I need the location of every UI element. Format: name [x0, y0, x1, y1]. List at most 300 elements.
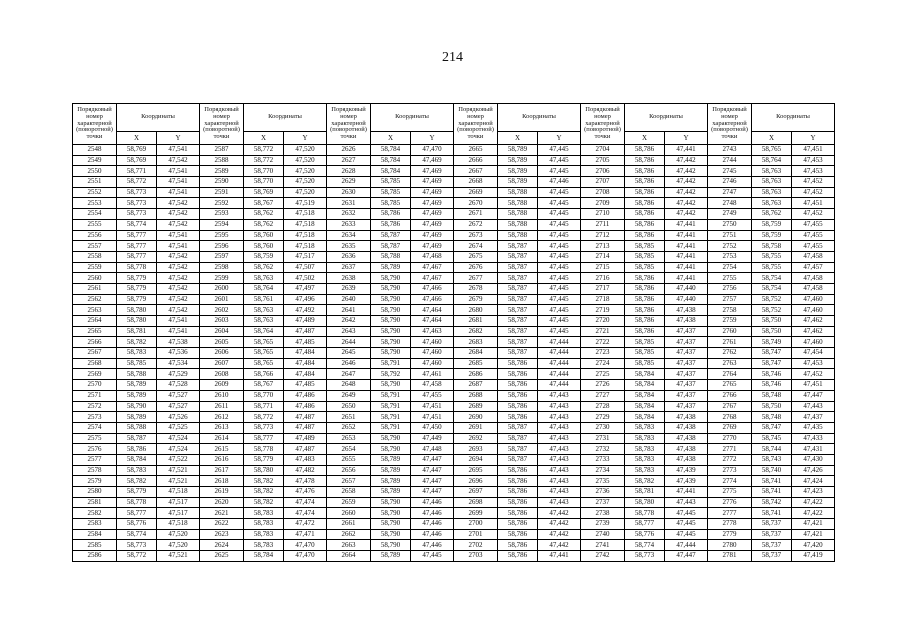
- point-number-cell: 2607: [200, 358, 244, 369]
- x-coordinate-cell: 58,784: [625, 369, 665, 380]
- y-coordinate-cell: 47,443: [538, 422, 581, 433]
- y-coordinate-cell: 47,442: [665, 198, 708, 209]
- point-number-cell: 2713: [581, 241, 625, 252]
- table-row: [73, 476, 835, 487]
- y-coordinate-cell: 47,424: [792, 476, 835, 487]
- x-coordinate-cell: 58,746: [752, 380, 792, 391]
- table-row: [73, 230, 835, 241]
- point-number-cell: 2749: [708, 209, 752, 220]
- x-coordinate-cell: 58,762: [244, 262, 284, 273]
- y-coordinate-cell: 47,451: [792, 198, 835, 209]
- y-coordinate-cell: 47,485: [284, 380, 327, 391]
- y-coordinate-cell: 47,445: [538, 316, 581, 327]
- y-coordinate-cell: 47,520: [284, 177, 327, 188]
- x-coordinate-cell: 58,778: [244, 444, 284, 455]
- y-coordinate-cell: 47,442: [538, 508, 581, 519]
- x-coordinate-cell: 58,737: [752, 519, 792, 530]
- x-coordinate-cell: 58,770: [244, 177, 284, 188]
- x-coordinate-cell: 58,783: [625, 444, 665, 455]
- x-coordinate-cell: 58,771: [117, 166, 157, 177]
- y-coordinate-cell: 47,443: [665, 497, 708, 508]
- x-coordinate-cell: 58,787: [498, 454, 538, 465]
- point-number-cell: 2550: [73, 166, 117, 177]
- point-number-cell: 2631: [327, 198, 371, 209]
- point-number-cell: 2560: [73, 273, 117, 284]
- y-coordinate-cell: 47,452: [792, 369, 835, 380]
- point-number-cell: 2675: [454, 251, 498, 262]
- point-number-cell: 2586: [73, 551, 117, 562]
- x-coordinate-cell: 58,782: [244, 497, 284, 508]
- point-number-cell: 2590: [200, 177, 244, 188]
- point-number-cell: 2752: [708, 241, 752, 252]
- y-coordinate-cell: 47,458: [411, 380, 454, 391]
- x-coordinate-cell: 58,781: [625, 487, 665, 498]
- point-number-cell: 2747: [708, 187, 752, 198]
- point-number-cell: 2744: [708, 155, 752, 166]
- point-number-cell: 2780: [708, 540, 752, 551]
- x-coordinate-cell: 58,783: [244, 529, 284, 540]
- x-coordinate-cell: 58,750: [752, 326, 792, 337]
- point-number-cell: 2726: [581, 380, 625, 391]
- y-coordinate-cell: 47,438: [665, 422, 708, 433]
- y-coordinate-cell: 47,443: [538, 444, 581, 455]
- x-coordinate-cell: 58,752: [752, 294, 792, 305]
- point-number-cell: 2781: [708, 551, 752, 562]
- point-number-cell: 2562: [73, 294, 117, 305]
- x-coordinate-cell: 58,773: [117, 209, 157, 220]
- point-number-cell: 2770: [708, 433, 752, 444]
- x-column-header: X: [625, 132, 665, 145]
- point-number-cell: 2758: [708, 305, 752, 316]
- y-coordinate-cell: 47,524: [157, 444, 200, 455]
- y-coordinate-cell: 47,507: [284, 262, 327, 273]
- table-row: [73, 316, 835, 327]
- point-number-cell: 2576: [73, 444, 117, 455]
- y-coordinate-cell: 47,460: [792, 305, 835, 316]
- point-number-cell: 2698: [454, 497, 498, 508]
- y-coordinate-cell: 47,526: [157, 412, 200, 423]
- x-coordinate-cell: 58,786: [625, 294, 665, 305]
- y-coordinate-cell: 47,446: [411, 519, 454, 530]
- x-coordinate-cell: 58,786: [625, 155, 665, 166]
- y-coordinate-cell: 47,442: [665, 177, 708, 188]
- x-coordinate-cell: 58,786: [498, 390, 538, 401]
- point-number-cell: 2738: [581, 508, 625, 519]
- x-coordinate-cell: 58,786: [498, 465, 538, 476]
- point-number-cell: 2594: [200, 219, 244, 230]
- x-coordinate-cell: 58,789: [117, 380, 157, 391]
- x-coordinate-cell: 58,780: [117, 316, 157, 327]
- x-coordinate-cell: 58,783: [117, 348, 157, 359]
- y-coordinate-cell: 47,446: [411, 529, 454, 540]
- y-coordinate-cell: 47,445: [665, 508, 708, 519]
- point-number-cell: 2647: [327, 369, 371, 380]
- x-coordinate-cell: 58,785: [625, 262, 665, 273]
- y-coordinate-cell: 47,451: [411, 412, 454, 423]
- x-coordinate-cell: 58,772: [117, 551, 157, 562]
- y-coordinate-cell: 47,542: [157, 251, 200, 262]
- y-coordinate-cell: 47,442: [665, 209, 708, 220]
- y-coordinate-cell: 47,455: [792, 230, 835, 241]
- x-coordinate-cell: 58,782: [625, 476, 665, 487]
- y-coordinate-cell: 47,460: [411, 348, 454, 359]
- point-number-cell: 2740: [581, 529, 625, 540]
- point-number-cell: 2580: [73, 487, 117, 498]
- y-coordinate-cell: 47,455: [792, 241, 835, 252]
- point-number-cell: 2640: [327, 294, 371, 305]
- x-coordinate-cell: 58,786: [625, 283, 665, 294]
- point-number-cell: 2646: [327, 358, 371, 369]
- point-number-cell: 2663: [327, 540, 371, 551]
- point-number-cell: 2659: [327, 497, 371, 508]
- point-number-cell: 2755: [708, 273, 752, 284]
- point-number-cell: 2769: [708, 422, 752, 433]
- x-column-header: X: [498, 132, 538, 145]
- point-number-cell: 2660: [327, 508, 371, 519]
- x-coordinate-cell: 58,778: [625, 508, 665, 519]
- table-row: [73, 198, 835, 209]
- x-coordinate-cell: 58,747: [752, 348, 792, 359]
- y-coordinate-cell: 47,517: [157, 497, 200, 508]
- point-number-cell: 2551: [73, 177, 117, 188]
- y-coordinate-cell: 47,520: [284, 155, 327, 166]
- x-coordinate-cell: 58,781: [117, 326, 157, 337]
- x-coordinate-cell: 58,786: [625, 305, 665, 316]
- y-coordinate-cell: 47,443: [538, 390, 581, 401]
- y-coordinate-cell: 47,492: [284, 305, 327, 316]
- y-coordinate-cell: 47,484: [284, 369, 327, 380]
- x-coordinate-cell: 58,741: [752, 508, 792, 519]
- y-coordinate-cell: 47,541: [157, 145, 200, 156]
- table-row: [73, 209, 835, 220]
- y-coordinate-cell: 47,447: [665, 551, 708, 562]
- x-coordinate-cell: 58,759: [752, 219, 792, 230]
- point-number-cell: 2579: [73, 476, 117, 487]
- x-coordinate-cell: 58,786: [498, 497, 538, 508]
- y-coordinate-cell: 47,445: [538, 251, 581, 262]
- point-number-cell: 2696: [454, 476, 498, 487]
- coordinates-header: Координаты: [498, 104, 581, 132]
- x-coordinate-cell: 58,787: [371, 230, 411, 241]
- x-coordinate-cell: 58,771: [244, 401, 284, 412]
- y-coordinate-cell: 47,451: [792, 380, 835, 391]
- x-coordinate-cell: 58,766: [244, 369, 284, 380]
- x-coordinate-cell: 58,786: [498, 540, 538, 551]
- y-coordinate-cell: 47,464: [411, 316, 454, 327]
- y-coordinate-cell: 47,518: [157, 519, 200, 530]
- table-header-row: [73, 104, 835, 132]
- y-coordinate-cell: 47,470: [284, 540, 327, 551]
- y-coordinate-cell: 47,469: [411, 187, 454, 198]
- x-coordinate-cell: 58,777: [625, 519, 665, 530]
- table-row: [73, 305, 835, 316]
- point-number-cell: 2558: [73, 251, 117, 262]
- point-number-cell: 2648: [327, 380, 371, 391]
- x-coordinate-cell: 58,737: [752, 529, 792, 540]
- x-coordinate-cell: 58,786: [625, 230, 665, 241]
- table-row: [73, 487, 835, 498]
- y-coordinate-cell: 47,441: [538, 551, 581, 562]
- y-coordinate-cell: 47,437: [665, 337, 708, 348]
- table-row: [73, 529, 835, 540]
- y-coordinate-cell: 47,469: [411, 209, 454, 220]
- point-number-cell: 2766: [708, 390, 752, 401]
- point-number-cell: 2615: [200, 444, 244, 455]
- point-number-cell: 2666: [454, 155, 498, 166]
- table-row: [73, 369, 835, 380]
- y-coordinate-cell: 47,518: [284, 230, 327, 241]
- x-coordinate-cell: 58,787: [498, 337, 538, 348]
- y-coordinate-cell: 47,502: [284, 273, 327, 284]
- point-number-cell: 2727: [581, 390, 625, 401]
- x-coordinate-cell: 58,789: [371, 465, 411, 476]
- x-coordinate-cell: 58,769: [244, 187, 284, 198]
- x-coordinate-cell: 58,788: [498, 219, 538, 230]
- point-number-cell: 2577: [73, 454, 117, 465]
- x-coordinate-cell: 58,791: [371, 358, 411, 369]
- point-number-cell: 2639: [327, 283, 371, 294]
- point-number-cell: 2678: [454, 283, 498, 294]
- y-coordinate-cell: 47,444: [538, 337, 581, 348]
- x-coordinate-cell: 58,737: [752, 540, 792, 551]
- x-coordinate-cell: 58,788: [498, 209, 538, 220]
- x-coordinate-cell: 58,787: [498, 316, 538, 327]
- x-coordinate-cell: 58,785: [371, 198, 411, 209]
- point-number-cell: 2664: [327, 551, 371, 562]
- x-coordinate-cell: 58,786: [498, 551, 538, 562]
- point-number-cell: 2559: [73, 262, 117, 273]
- table-row: [73, 219, 835, 230]
- x-coordinate-cell: 58,777: [117, 241, 157, 252]
- x-coordinate-cell: 58,784: [371, 145, 411, 156]
- x-coordinate-cell: 58,791: [371, 422, 411, 433]
- point-number-cell: 2739: [581, 519, 625, 530]
- y-coordinate-cell: 47,422: [792, 497, 835, 508]
- point-number-cell: 2699: [454, 508, 498, 519]
- x-coordinate-cell: 58,786: [371, 219, 411, 230]
- x-column-header: X: [371, 132, 411, 145]
- x-coordinate-cell: 58,750: [752, 401, 792, 412]
- point-number-cell: 2568: [73, 358, 117, 369]
- point-number-cell: 2704: [581, 145, 625, 156]
- point-number-cell: 2688: [454, 390, 498, 401]
- point-number-cell: 2601: [200, 294, 244, 305]
- y-coordinate-cell: 47,472: [284, 519, 327, 530]
- x-coordinate-cell: 58,779: [244, 454, 284, 465]
- point-number-cell: 2608: [200, 369, 244, 380]
- x-coordinate-cell: 58,782: [244, 476, 284, 487]
- point-number-cell: 2623: [200, 529, 244, 540]
- x-coordinate-cell: 58,745: [752, 433, 792, 444]
- y-coordinate-cell: 47,519: [284, 198, 327, 209]
- y-coordinate-cell: 47,443: [792, 401, 835, 412]
- x-coordinate-cell: 58,786: [498, 412, 538, 423]
- y-coordinate-cell: 47,444: [538, 369, 581, 380]
- point-number-cell: 2732: [581, 444, 625, 455]
- point-number-cell: 2687: [454, 380, 498, 391]
- y-coordinate-cell: 47,489: [284, 316, 327, 327]
- table-row: [73, 348, 835, 359]
- x-coordinate-cell: 58,790: [117, 401, 157, 412]
- x-coordinate-cell: 58,765: [244, 348, 284, 359]
- point-number-cell: 2777: [708, 508, 752, 519]
- y-coordinate-cell: 47,458: [792, 273, 835, 284]
- point-number-cell: 2748: [708, 198, 752, 209]
- point-number-cell: 2596: [200, 241, 244, 252]
- y-coordinate-cell: 47,447: [411, 476, 454, 487]
- point-number-cell: 2589: [200, 166, 244, 177]
- y-coordinate-cell: 47,437: [665, 390, 708, 401]
- x-coordinate-cell: 58,790: [371, 444, 411, 455]
- x-coordinate-cell: 58,737: [752, 551, 792, 562]
- point-number-cell: 2772: [708, 454, 752, 465]
- x-coordinate-cell: 58,784: [371, 166, 411, 177]
- y-coordinate-cell: 47,441: [665, 241, 708, 252]
- coordinates-table: [72, 103, 835, 562]
- point-number-cell: 2650: [327, 401, 371, 412]
- point-number-cell: 2685: [454, 358, 498, 369]
- point-number-cell: 2736: [581, 487, 625, 498]
- y-coordinate-cell: 47,476: [284, 487, 327, 498]
- y-column-header: Y: [665, 132, 708, 145]
- point-number-cell: 2668: [454, 177, 498, 188]
- x-coordinate-cell: 58,790: [371, 540, 411, 551]
- point-number-cell: 2707: [581, 177, 625, 188]
- x-coordinate-cell: 58,783: [244, 540, 284, 551]
- y-coordinate-cell: 47,445: [538, 283, 581, 294]
- x-coordinate-cell: 58,786: [498, 476, 538, 487]
- x-coordinate-cell: 58,742: [752, 497, 792, 508]
- table-row: [73, 401, 835, 412]
- y-coordinate-cell: 47,445: [665, 529, 708, 540]
- point-number-cell: 2672: [454, 219, 498, 230]
- point-number-cell: 2556: [73, 230, 117, 241]
- y-coordinate-cell: 47,469: [411, 198, 454, 209]
- x-coordinate-cell: 58,747: [752, 358, 792, 369]
- x-coordinate-cell: 58,743: [752, 454, 792, 465]
- point-number-cell: 2753: [708, 251, 752, 262]
- point-number-cell: 2710: [581, 209, 625, 220]
- point-number-cell: 2741: [581, 540, 625, 551]
- y-coordinate-cell: 47,445: [538, 241, 581, 252]
- table-row: [73, 155, 835, 166]
- x-coordinate-cell: 58,788: [371, 251, 411, 262]
- x-coordinate-cell: 58,786: [498, 529, 538, 540]
- point-number-cell: 2616: [200, 454, 244, 465]
- y-coordinate-cell: 47,467: [411, 273, 454, 284]
- x-coordinate-cell: 58,776: [117, 519, 157, 530]
- y-coordinate-cell: 47,445: [538, 262, 581, 273]
- point-number-cell: 2573: [73, 412, 117, 423]
- x-coordinate-cell: 58,763: [244, 273, 284, 284]
- y-coordinate-cell: 47,447: [411, 454, 454, 465]
- y-coordinate-cell: 47,433: [792, 433, 835, 444]
- x-coordinate-cell: 58,790: [371, 529, 411, 540]
- point-number-cell: 2587: [200, 145, 244, 156]
- x-coordinate-cell: 58,787: [371, 241, 411, 252]
- point-number-cell: 2633: [327, 219, 371, 230]
- y-coordinate-cell: 47,460: [792, 294, 835, 305]
- point-number-cell: 2722: [581, 337, 625, 348]
- point-number-cell: 2765: [708, 380, 752, 391]
- y-coordinate-cell: 47,487: [284, 412, 327, 423]
- x-coordinate-cell: 58,790: [371, 380, 411, 391]
- y-column-header: Y: [792, 132, 835, 145]
- x-coordinate-cell: 58,761: [244, 294, 284, 305]
- y-coordinate-cell: 47,443: [538, 487, 581, 498]
- point-number-cell: 2743: [708, 145, 752, 156]
- y-coordinate-cell: 47,445: [411, 551, 454, 562]
- point-number-cell: 2553: [73, 198, 117, 209]
- x-coordinate-cell: 58,748: [752, 412, 792, 423]
- x-coordinate-cell: 58,784: [625, 380, 665, 391]
- x-coordinate-cell: 58,740: [752, 465, 792, 476]
- y-coordinate-cell: 47,445: [538, 166, 581, 177]
- y-coordinate-cell: 47,437: [665, 348, 708, 359]
- x-coordinate-cell: 58,785: [117, 358, 157, 369]
- y-coordinate-cell: 47,467: [411, 262, 454, 273]
- x-coordinate-cell: 58,763: [752, 166, 792, 177]
- x-coordinate-cell: 58,777: [244, 433, 284, 444]
- point-number-cell: 2724: [581, 358, 625, 369]
- x-coordinate-cell: 58,783: [625, 433, 665, 444]
- x-coordinate-cell: 58,774: [117, 529, 157, 540]
- x-coordinate-cell: 58,791: [371, 390, 411, 401]
- point-number-cell: 2691: [454, 422, 498, 433]
- y-coordinate-cell: 47,451: [411, 401, 454, 412]
- table-row: [73, 380, 835, 391]
- point-number-cell: 2673: [454, 230, 498, 241]
- table-row: [73, 262, 835, 273]
- y-coordinate-cell: 47,460: [792, 337, 835, 348]
- x-coordinate-cell: 58,789: [117, 412, 157, 423]
- point-number-cell: 2756: [708, 283, 752, 294]
- point-number-cell: 2655: [327, 454, 371, 465]
- point-number-cell: 2554: [73, 209, 117, 220]
- point-number-cell: 2746: [708, 177, 752, 188]
- point-number-cell: 2677: [454, 273, 498, 284]
- point-number-cell: 2665: [454, 145, 498, 156]
- point-number-cell: 2701: [454, 529, 498, 540]
- y-coordinate-cell: 47,541: [157, 230, 200, 241]
- y-coordinate-cell: 47,462: [792, 326, 835, 337]
- x-coordinate-cell: 58,783: [244, 508, 284, 519]
- y-coordinate-cell: 47,443: [538, 454, 581, 465]
- x-coordinate-cell: 58,786: [498, 519, 538, 530]
- x-coordinate-cell: 58,786: [625, 209, 665, 220]
- point-number-cell: 2733: [581, 454, 625, 465]
- x-coordinate-cell: 58,787: [498, 348, 538, 359]
- x-coordinate-cell: 58,777: [117, 508, 157, 519]
- x-coordinate-cell: 58,779: [117, 294, 157, 305]
- point-number-cell: 2703: [454, 551, 498, 562]
- y-coordinate-cell: 47,528: [157, 380, 200, 391]
- y-coordinate-cell: 47,541: [157, 177, 200, 188]
- point-number-cell: 2761: [708, 337, 752, 348]
- x-coordinate-cell: 58,784: [117, 454, 157, 465]
- y-coordinate-cell: 47,445: [538, 294, 581, 305]
- point-number-cell: 2595: [200, 230, 244, 241]
- table-row: [73, 551, 835, 562]
- x-coordinate-cell: 58,786: [498, 401, 538, 412]
- x-coordinate-cell: 58,785: [625, 348, 665, 359]
- x-coordinate-cell: 58,754: [752, 273, 792, 284]
- y-column-header: Y: [411, 132, 454, 145]
- point-number-cell: 2627: [327, 155, 371, 166]
- table-row: [73, 294, 835, 305]
- x-coordinate-cell: 58,763: [752, 198, 792, 209]
- x-column-header: X: [117, 132, 157, 145]
